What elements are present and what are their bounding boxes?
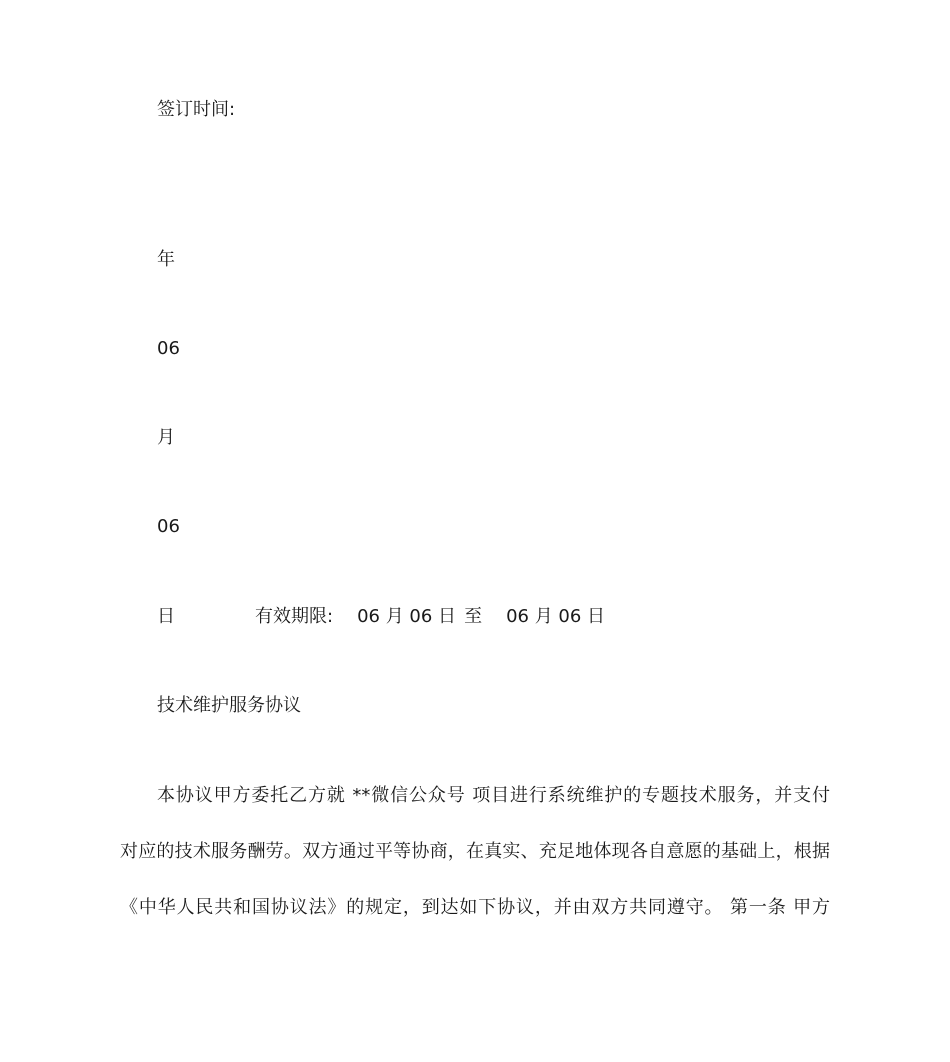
date-month-label: 月 bbox=[157, 427, 175, 448]
document-title: 技术维护服务协议 bbox=[157, 695, 301, 716]
validity-start: 06 月 06 日 bbox=[357, 606, 457, 627]
date-month-value: 06 bbox=[157, 338, 180, 359]
body-line-2: 对应的技术服务酬劳。双方通过平等协商，在真实、充足地体现各自意愿的基础上，根据 bbox=[120, 841, 830, 862]
date-day-value: 06 bbox=[157, 516, 180, 537]
validity-label: 有效期限: bbox=[255, 606, 334, 627]
body-line-1: 本协议甲方委托乙方就 **微信公众号 项目进行系统维护的专题技术服务，并支付 bbox=[157, 785, 830, 806]
date-year-label: 年 bbox=[157, 249, 175, 270]
validity-period bbox=[255, 605, 605, 629]
validity-to: 至 bbox=[464, 606, 483, 627]
validity-end: 06 月 06 日 bbox=[506, 606, 606, 627]
date-day-label: 日 bbox=[157, 606, 175, 627]
sign-time-label: 签订时间: bbox=[157, 99, 236, 120]
body-line-3: 《中华人民共和国协议法》的规定，到达如下协议，并由双方共同遵守。 第一条 甲方 bbox=[120, 897, 830, 918]
